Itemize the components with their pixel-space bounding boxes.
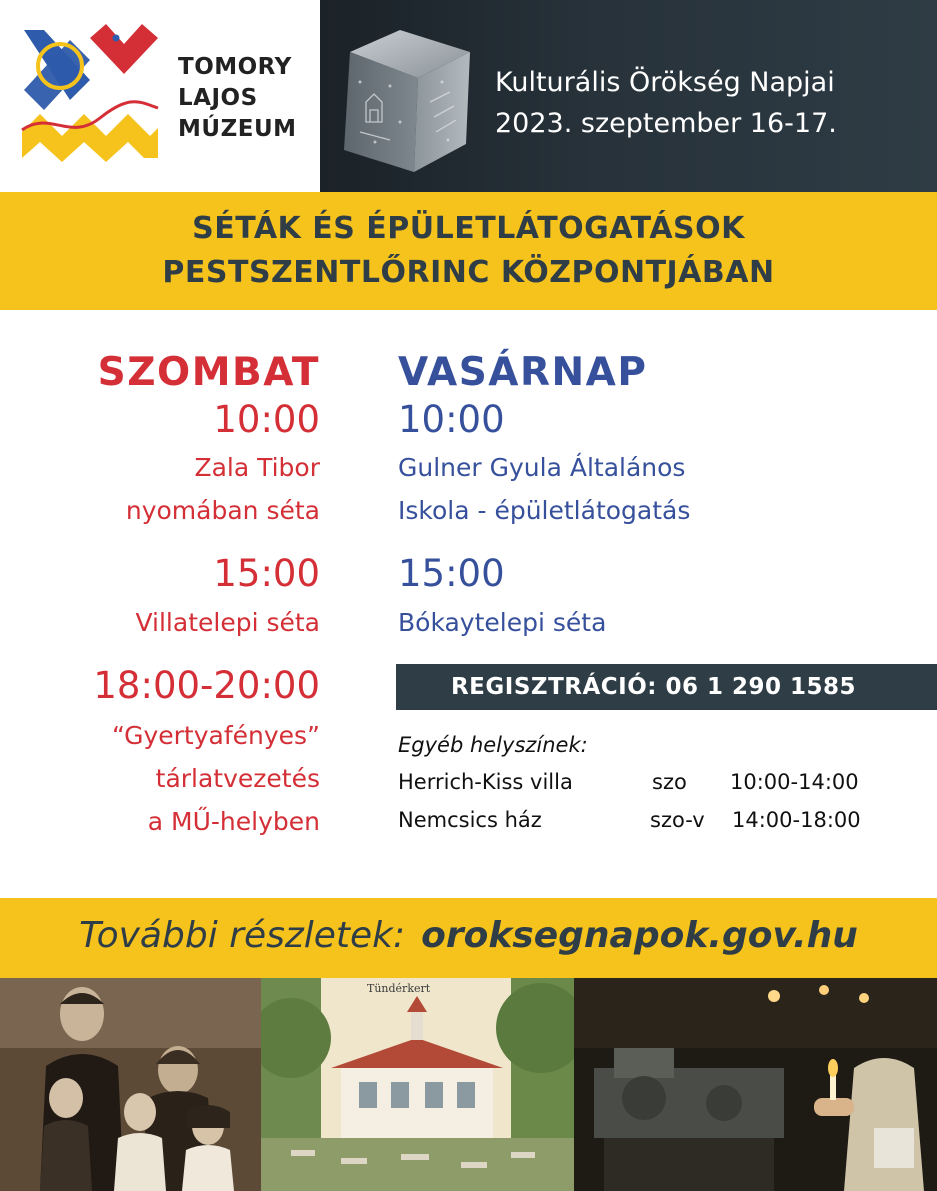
postcard-caption: Tündérkert	[367, 982, 431, 995]
other-locations-title: Egyéb helyszínek:	[398, 733, 588, 757]
event-title	[495, 62, 837, 144]
location-days: szo	[652, 770, 687, 794]
headline-line2: PESTSZENTLŐRINC KÖZPONTJÁBAN	[162, 255, 775, 290]
family-photo	[0, 978, 261, 1191]
saturday-desc-3-line3: a MŰ-helyben	[147, 807, 320, 836]
saturday-time-2: 15:00	[213, 552, 320, 595]
footer-label: További részletek:	[79, 915, 406, 956]
sunday-heading: VASÁRNAP	[398, 350, 648, 395]
sunday-desc-1	[398, 446, 690, 532]
sunday-time-1: 10:00	[398, 398, 505, 441]
location-days: szo-v	[650, 808, 705, 832]
museum-logo-icon	[20, 22, 160, 162]
postcard-photo-art	[261, 978, 574, 1191]
saturday-desc-3	[112, 714, 320, 843]
museum-name-line3: MÚZEUM	[178, 116, 297, 142]
stone-artifact-image	[330, 22, 480, 192]
saturday-heading: SZOMBAT	[97, 350, 320, 395]
saturday-desc-1-line2: nyomában séta	[125, 496, 320, 525]
sunday-desc-2	[398, 601, 606, 644]
location-row	[398, 770, 908, 800]
museum-name	[178, 52, 297, 145]
location-hours: 14:00-18:00	[732, 808, 861, 832]
saturday-desc-1-line1: Zala Tibor	[194, 453, 320, 482]
sunday-time-2: 15:00	[398, 552, 505, 595]
location-row	[398, 808, 908, 838]
museum-candle-photo	[574, 978, 937, 1191]
website-link[interactable]: oroksegnapok.gov.hu	[421, 915, 858, 956]
location-name: Nemcsics ház	[398, 808, 542, 832]
location-name: Herrich-Kiss villa	[398, 770, 573, 794]
saturday-desc-2-line1: Villatelepi séta	[135, 608, 320, 637]
saturday-desc-1	[126, 446, 320, 532]
saturday-time-1: 10:00	[213, 398, 320, 441]
headline	[0, 207, 937, 295]
event-date: 2023. szeptember 16-17.	[495, 108, 837, 139]
saturday-desc-3-line2: tárlatvezetés	[155, 764, 320, 793]
saturday-desc-2	[135, 601, 320, 644]
museum-candle-photo-art	[574, 978, 937, 1191]
sunday-desc-1-line1: Gulner Gyula Általános	[398, 453, 686, 482]
museum-name-line1: TOMORY	[178, 54, 292, 80]
sunday-desc-2-line1: Bókaytelepi séta	[398, 608, 607, 637]
headline-line1: SÉTÁK ÉS ÉPÜLETLÁTOGATÁSOK	[192, 211, 745, 246]
family-photo-art	[0, 978, 261, 1191]
sunday-desc-1-line2: Iskola - épületlátogatás	[398, 496, 691, 525]
location-hours: 10:00-14:00	[730, 770, 859, 794]
registration-phone[interactable]: REGISZTRÁCIÓ: 06 1 290 1585	[450, 674, 857, 700]
museum-name-line2: LAJOS	[178, 85, 258, 111]
saturday-desc-3-line1: “Gyertyafényes”	[112, 721, 320, 750]
event-name: Kulturális Örökség Napjai	[495, 67, 835, 98]
postcard-photo	[261, 978, 574, 1191]
footer-details	[0, 898, 937, 978]
saturday-time-3: 18:00-20:00	[93, 664, 320, 707]
